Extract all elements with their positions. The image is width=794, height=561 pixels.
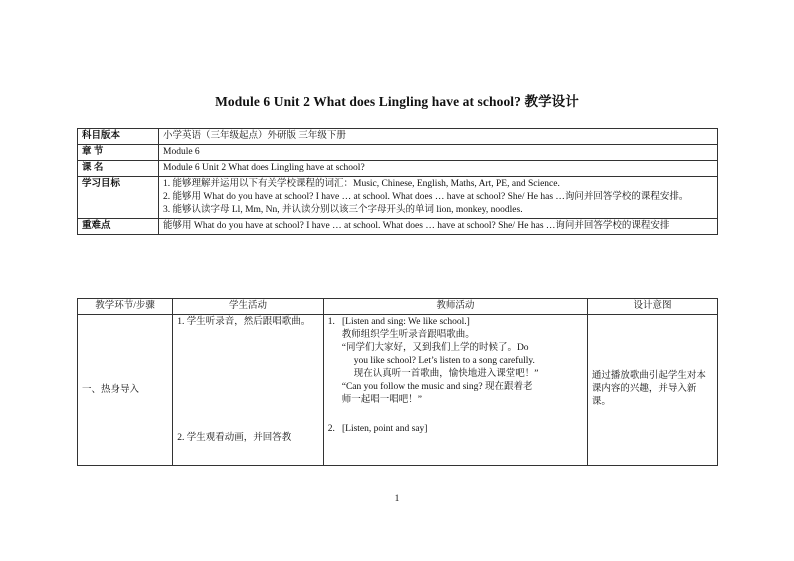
student-activity-cell — [173, 315, 324, 466]
info-line: Module 6 — [163, 147, 200, 157]
info-key: 重难点 — [78, 219, 159, 235]
header-design: 设计意图 — [587, 299, 717, 315]
info-row-lesson — [78, 161, 718, 177]
item-heading: [Listen and sing: We like school.] — [341, 317, 470, 327]
objective-line: 3. 能够认读字母 Ll, Mm, Nn, 并认读分别以该三个字母开头的单词 lion, monkey, noodles. — [163, 205, 523, 215]
info-value — [159, 145, 718, 161]
teacher-line: “同学们大家好，又到我们上学的时候了。Do — [341, 343, 529, 353]
info-row-keypoints — [78, 219, 718, 235]
info-key: 学习目标 — [78, 177, 159, 219]
teacher-line: 现在认真听一首歌曲，愉快地进入课堂吧！” — [353, 369, 539, 379]
teacher-item-2-head — [328, 423, 583, 436]
teacher-activity-cell — [323, 315, 587, 466]
spacer — [328, 407, 583, 423]
teacher-line: “Can you follow the music and sing? 现在跟着老 — [341, 382, 533, 392]
info-key: 章 节 — [78, 145, 159, 161]
objective-line: 1. 能够理解并运用以下有关学校课程的词汇：Music, Chinese, English, Maths, Art, PE, and Science. — [163, 179, 560, 189]
teacher-line: you like school? Let’s listen to a song carefully. — [353, 356, 535, 366]
course-info-table — [77, 128, 718, 235]
info-value — [159, 161, 718, 177]
header-teacher: 教师活动 — [323, 299, 587, 315]
plan-row-warmup — [78, 315, 718, 466]
page-number: 1 — [394, 494, 400, 504]
teacher-item-1-head — [328, 316, 583, 329]
info-row-objectives — [78, 177, 718, 219]
teacher-line: 教师组织学生听录音跟唱歌曲。 — [341, 330, 475, 340]
info-key: 科目版本 — [78, 129, 159, 145]
stage-cell: 一、热身导入 — [78, 315, 173, 466]
header-step: 教学环节/步骤 — [78, 299, 173, 315]
student-activity-1: 1. 学生听录音，然后跟唱歌曲。 — [177, 317, 311, 327]
student-activity-2: 2. 学生观看动画，并回答教 — [177, 433, 292, 443]
info-key: 课 名 — [78, 161, 159, 177]
info-line: 能够用 What do you have at school? I have … at school. What does … have at school? She/ He has …询问并回答学校的课程安排 — [163, 221, 670, 231]
plan-header-row — [78, 299, 718, 315]
teaching-plan-table — [77, 298, 718, 466]
item-heading: [Listen, point and say] — [341, 424, 428, 434]
info-value — [159, 219, 718, 235]
item-number: 2. — [327, 424, 335, 434]
item-number: 1. — [327, 317, 335, 327]
design-intent-cell — [587, 315, 717, 466]
spacer — [177, 329, 319, 432]
info-value — [159, 177, 718, 219]
objective-line: 2. 能够用 What do you have at school? I have … at school. What does … have at school? She/ He has …询问并回答学校的课程安排。 — [163, 192, 689, 202]
header-student: 学生活动 — [173, 299, 324, 315]
document-title: Module 6 Unit 2 What does Lingling have at school? 教学设计 — [215, 94, 579, 109]
info-line: Module 6 Unit 2 What does Lingling have at school? — [163, 163, 365, 173]
info-row-chapter — [78, 145, 718, 161]
info-line: 小学英语（三年级起点）外研版 三年级下册 — [163, 131, 346, 141]
info-value — [159, 129, 718, 145]
info-row-edition — [78, 129, 718, 145]
teacher-line: 师一起唱一唱吧！” — [341, 395, 422, 405]
design-text: 通过播放歌曲引起学生对本课内容的兴趣，并导入新课。 — [591, 371, 706, 407]
